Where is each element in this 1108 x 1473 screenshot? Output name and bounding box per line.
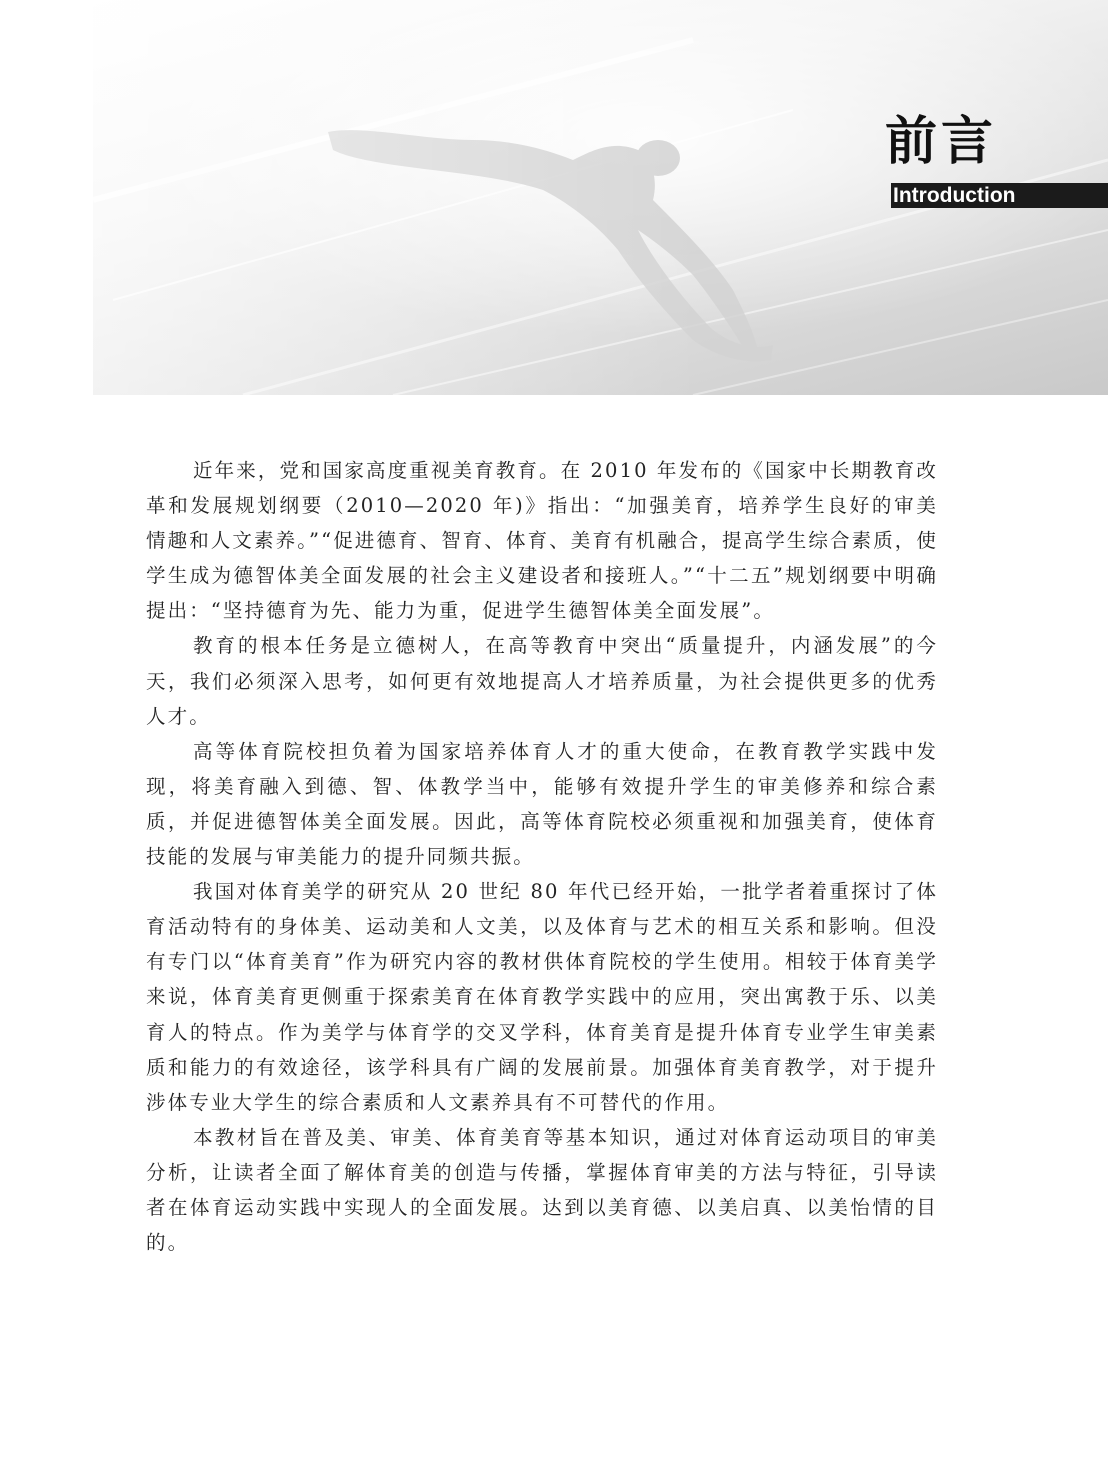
paragraph: 本教材旨在普及美、审美、体育美育等基本知识，通过对体育运动项目的审美分析，让读者全面了解体育美的创造与传播，掌握体育审美的方法与特征，引导读者在体育运动实践中实现人的全面发展。达到以美育德、以美启真、以美怡情的目的。 — [146, 1125, 938, 1255]
paragraph: 教育的根本任务是立德树人，在高等教育中突出“质量提升，内涵发展”的今天，我们必须深入思考，如何更有效地提高人才培养质量，为社会提供更多的优秀人才。 — [146, 634, 938, 728]
body-text — [146, 453, 938, 1260]
paragraph: 高等体育院校担负着为国家培养体育人才的重大使命，在教育教学实践中发现，将美育融入到德、智、体教学当中，能够有效提升学生的审美修养和综合素质，并促进德智体美全面发展。因此，高等体育院校必须重视和加强美育，使体育技能的发展与审美能力的提升同频共振。 — [146, 739, 938, 869]
page-subtitle: Introduction — [893, 184, 1016, 207]
subtitle-bar — [891, 183, 1108, 208]
paragraph: 近年来，党和国家高度重视美育教育。在 2010 年发布的《国家中长期教育改革和发展规划纲要（2010—2020 年)》指出：“加强美育，培养学生良好的审美情趣和人文素养。”“促进德育、智育、体育、美育有机融合，提高学生综合素质，使学生成为德智体美全面发展的社会主义建设者和接班人。”“十二五”规划纲要中明确提出：“坚持德育为先、能力为重，促进学生德智体美全面发展”。 — [146, 459, 938, 623]
paragraph: 我国对体育美学的研究从 20 世纪 80 年代已经开始，一批学者着重探讨了体育活动特有的身体美、运动美和人文美，以及体育与艺术的相互关系和影响。但没有专门以“体育美育”作为研究内容的教材供体育院校的学生使用。相较于体育美学来说，体育美育更侧重于探索美育在体育教学实践中的应用，突出寓教于乐、以美育人的特点。作为美学与体育学的交叉学科，体育美育是提升体育专业学生审美素质和能力的有效途径，该学科具有广阔的发展前景。加强体育美育教学，对于提升涉体专业大学生的综合素质和人文素养具有不可替代的作用。 — [146, 880, 938, 1114]
page-title: 前言 — [885, 111, 998, 172]
